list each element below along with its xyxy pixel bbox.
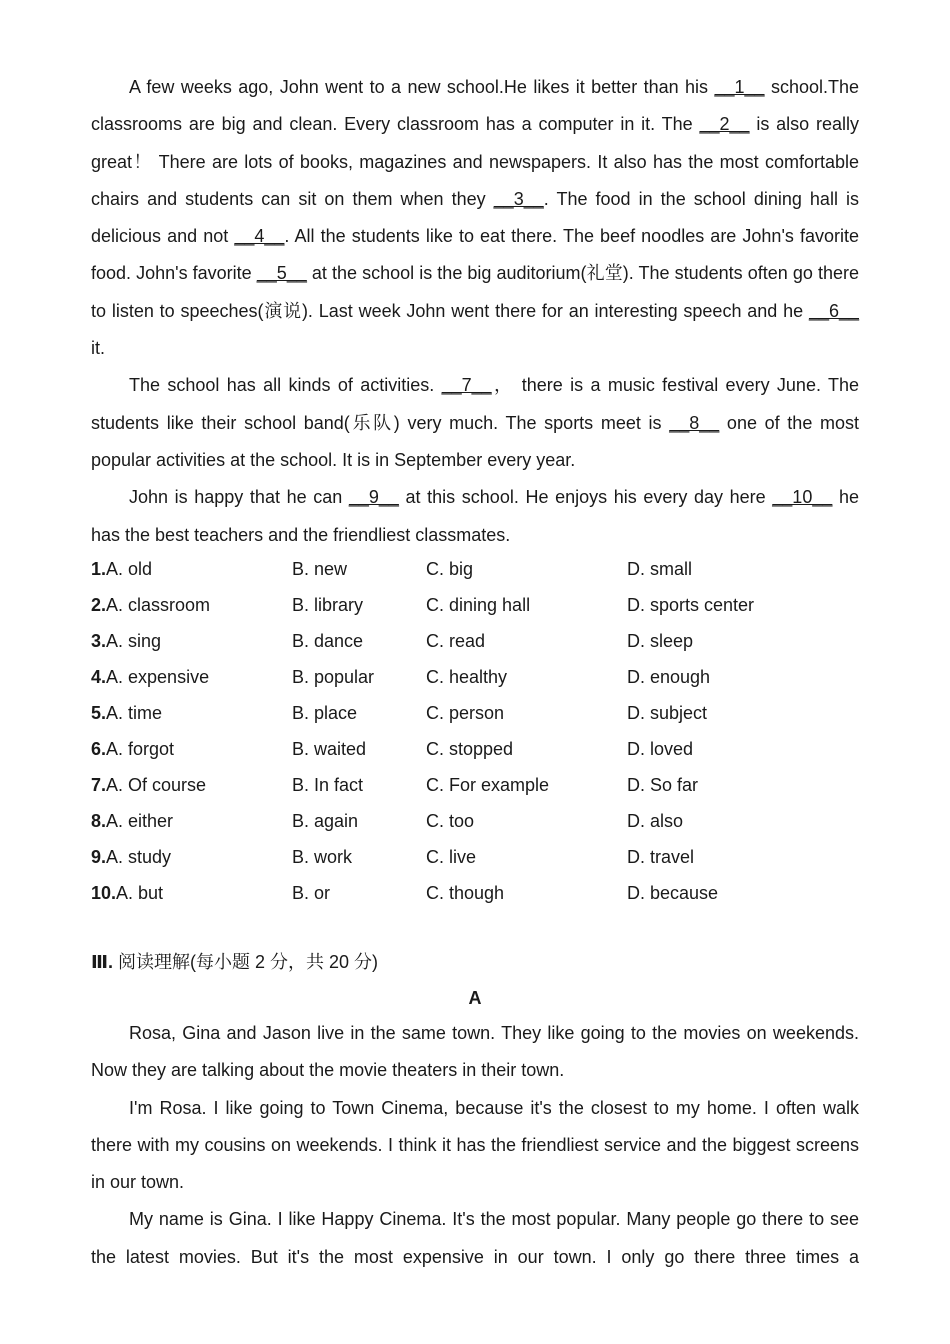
cloze-paragraph-3 xyxy=(91,479,859,554)
cloze-text: it. xyxy=(91,338,106,359)
options-table xyxy=(91,551,859,911)
option-a: A. study xyxy=(106,846,172,867)
cloze-passage xyxy=(91,69,859,554)
cloze-text: ， there is a music festival every June. The students like their school band(乐队) very much. The sports meet is xyxy=(91,375,860,433)
option-b: B. library xyxy=(292,594,364,615)
cloze-blank-6: __6__ xyxy=(808,300,859,321)
option-row xyxy=(91,623,859,659)
question-number: 4. xyxy=(91,666,107,687)
question-number: 7. xyxy=(91,774,107,795)
option-a: A. Of course xyxy=(106,774,207,795)
cloze-text: is also really great！ There are lots of books, magazines and newspapers. It also has the most comfortable chairs and students can sit on them when they xyxy=(91,114,859,209)
option-b: B. dance xyxy=(292,630,364,651)
option-d: D. sleep xyxy=(627,630,694,651)
option-d: D. sports center xyxy=(627,594,755,615)
question-number: 1. xyxy=(91,558,107,579)
option-d: D. enough xyxy=(627,666,711,687)
cloze-text: he has the best teachers and the friendliest classmates. xyxy=(91,487,859,545)
option-c: C. big xyxy=(426,558,474,579)
option-b: B. place xyxy=(292,702,358,723)
cloze-text: at this school. He enjoys his every day here xyxy=(398,487,773,508)
cloze-paragraph-1 xyxy=(91,69,859,367)
cloze-blank-9: __9__ xyxy=(348,487,399,508)
option-a: A. but xyxy=(116,882,164,903)
option-d: D. also xyxy=(627,810,684,831)
option-d: D. So far xyxy=(627,774,699,795)
cloze-blank-3: __3__ xyxy=(493,188,544,209)
section-heading xyxy=(91,946,378,978)
reading-passage-a xyxy=(91,1015,859,1276)
option-c: C. read xyxy=(426,630,486,651)
cloze-blank-1: __1__ xyxy=(714,77,765,97)
option-a: A. classroom xyxy=(106,594,211,615)
option-d: D. small xyxy=(627,558,693,579)
cloze-text: John is happy that he can xyxy=(129,487,349,508)
option-row xyxy=(91,659,859,695)
option-d: D. because xyxy=(627,882,719,903)
option-a: A. forgot xyxy=(106,738,175,759)
cloze-blank-5: __5__ xyxy=(256,263,307,284)
passage-label: A xyxy=(468,988,482,1008)
section-title: 阅读理解(每小题 2 分，共 20 分) xyxy=(113,952,379,972)
option-row xyxy=(91,587,859,623)
section-number: Ⅲ. xyxy=(91,952,114,972)
option-row xyxy=(91,695,859,731)
option-c: C. stopped xyxy=(426,738,514,759)
option-b: B. work xyxy=(292,846,353,867)
option-row xyxy=(91,551,859,587)
option-b: B. popular xyxy=(292,666,375,687)
option-b: B. again xyxy=(292,810,359,831)
option-a: A. old xyxy=(106,558,153,579)
option-row xyxy=(91,803,859,839)
cloze-paragraph-2 xyxy=(91,367,859,479)
option-c: C. dining hall xyxy=(426,594,531,615)
reading-paragraph: Rosa, Gina and Jason live in the same town. They like going to the movies on weekends. Now they are talking about the movie theaters in their town. xyxy=(91,1023,859,1081)
option-row xyxy=(91,767,859,803)
option-b: B. In fact xyxy=(292,774,364,795)
option-a: A. either xyxy=(106,810,174,831)
option-a: A. expensive xyxy=(106,666,210,687)
question-number: 9. xyxy=(91,846,107,867)
question-number: 6. xyxy=(91,738,107,759)
option-b: B. new xyxy=(292,558,348,579)
question-number: 8. xyxy=(91,810,107,831)
cloze-text: A few weeks ago, John went to a new school.He likes it better than his xyxy=(129,77,715,97)
option-row xyxy=(91,875,859,911)
option-c: C. live xyxy=(426,846,477,867)
cloze-blank-7: __7__ xyxy=(441,375,492,396)
cloze-blank-8: __8__ xyxy=(669,412,720,433)
option-d: D. loved xyxy=(627,738,694,759)
option-a: A. time xyxy=(106,702,163,723)
cloze-text: school.The classrooms are big and clean. Every classroom has a computer in it. The xyxy=(91,77,859,135)
question-number: 10. xyxy=(91,882,117,903)
cloze-blank-10: __10__ xyxy=(772,487,833,508)
option-a: A. sing xyxy=(106,630,162,651)
cloze-blank-4: __4__ xyxy=(234,226,285,247)
option-row xyxy=(91,839,859,875)
cloze-text: one of the most popular activities at the school. It is in September every year. xyxy=(91,412,860,470)
cloze-text: . The food in the school dining hall is delicious and not xyxy=(91,188,859,247)
option-b: B. or xyxy=(292,882,331,903)
option-d: D. subject xyxy=(627,702,708,723)
option-c: C. too xyxy=(426,810,475,831)
question-number: 5. xyxy=(91,702,107,723)
cloze-blank-2: __2__ xyxy=(699,114,750,135)
option-c: C. person xyxy=(426,702,505,723)
question-number: 3. xyxy=(91,630,107,651)
option-c: C. healthy xyxy=(426,666,508,687)
cloze-text: at the school is the big auditorium(礼堂). The students often go there to listen to speeches(演说). Last week John went there for an interesting speech and he xyxy=(91,263,859,321)
option-b: B. waited xyxy=(292,738,367,759)
option-c: C. though xyxy=(426,882,505,903)
reading-paragraph: I'm Rosa. I like going to Town Cinema, because it's the closest to my home. I often walk there with my cousins on weekends. I think it has the friendliest service and the biggest screens in our town. xyxy=(91,1097,859,1193)
question-number: 2. xyxy=(91,594,107,615)
option-c: C. For example xyxy=(426,774,550,795)
cloze-text: . All the students like to eat there. The beef noodles are John's favorite food. John's favorite xyxy=(91,226,859,284)
option-d: D. travel xyxy=(627,846,695,867)
option-row xyxy=(91,731,859,767)
cloze-text: The school has all kinds of activities. xyxy=(129,375,442,396)
reading-paragraph: My name is Gina. I like Happy Cinema. It's the most popular. Many people go there to see the latest movies. But it's the most expensive in our town. I only go there three times a xyxy=(91,1209,859,1267)
